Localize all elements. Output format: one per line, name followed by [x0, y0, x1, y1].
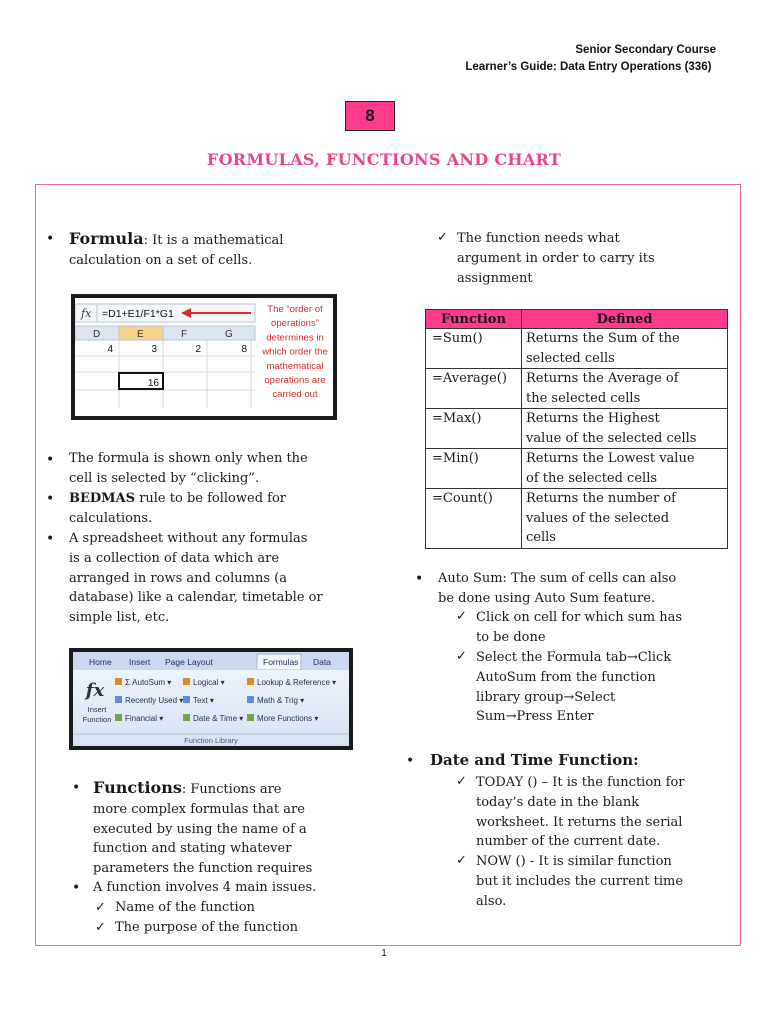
ribbon-item: Financial ▾: [125, 714, 164, 723]
ribbon-item: Date & Time ▾: [193, 714, 244, 723]
annotation-line: operations”: [271, 318, 319, 330]
function-library-screenshot: [69, 648, 353, 750]
annotation-line: carried out: [272, 389, 318, 401]
bullet-icon: •: [46, 231, 55, 247]
datetime-title: Date and Time Function:: [430, 751, 639, 769]
bullet-icon: •: [72, 880, 81, 896]
bullet-icon: •: [46, 491, 55, 507]
ribbon-item: Math & Trig ▾: [257, 696, 305, 705]
svg-text:Function: Function: [82, 715, 112, 724]
check-icon: ✓: [456, 649, 467, 664]
bullet-icon: •: [72, 780, 81, 796]
formula-definition: Formula: It is a mathematical calculation on a set of cells.: [69, 229, 284, 268]
now-function: NOW () - It is similar function but it includes the current time also.: [476, 854, 684, 909]
ribbon-item: Lookup & Reference ▾: [257, 678, 337, 687]
svg-text:fx: fx: [85, 680, 105, 701]
svg-text:2: 2: [195, 344, 201, 355]
table-row: =Sum() Returns the Sum of the selected cells: [426, 329, 728, 369]
table-row: =Max() Returns the Highest value of the selected cells: [426, 409, 728, 449]
bedmas-term: BEDMAS: [69, 491, 136, 506]
check-icon: ✓: [95, 900, 106, 915]
svg-text:Function Library: Function Library: [184, 736, 238, 745]
bullet-bedmas: BEDMAS rule to be followed for calculations.: [69, 491, 286, 526]
table-header-function: Function: [426, 310, 522, 329]
svg-text:16: 16: [147, 378, 159, 389]
ribbon-item-icon: [115, 696, 122, 703]
table-header-defined: Defined: [522, 310, 728, 329]
today-function: TODAY () – It is the function for today’s date in the blank worksheet. It returns the serial number of the current date.: [476, 775, 685, 850]
table-row: =Average() Returns the Average of the selected cells: [426, 369, 728, 409]
ribbon-item-icon: [115, 714, 122, 721]
table-row: =Min() Returns the Lowest value of the selected cells: [426, 449, 728, 489]
formula-bar-screenshot: [71, 294, 337, 420]
functions-definition: Functions: Functions are more complex formulas that are executed by using the name of a function and stating whatever parameters the function requires: [93, 778, 313, 877]
annotation-line: mathematical: [266, 360, 324, 372]
guide-title: Learner’s Guide: Data Entry Operations (336): [465, 61, 712, 73]
ribbon-item-icon: [183, 714, 190, 721]
ribbon-item: Text ▾: [193, 696, 214, 705]
page-header: [465, 42, 716, 76]
bullet-icon: •: [406, 753, 415, 769]
chapter-title: FORMULAS, FUNCTIONS AND CHART: [206, 150, 562, 169]
bullet-formula-shown: The formula is shown only when the cell is selected by “clicking”.: [69, 451, 308, 486]
annotation-line: The “order of: [267, 304, 323, 315]
table-row: =Count() Returns the number of values of the selected cells: [426, 489, 728, 549]
ribbon-item-icon: [247, 714, 254, 721]
argument-note: The function needs what argument in order to carry its assignment: [457, 231, 655, 286]
issue-purpose: The purpose of the function: [115, 920, 299, 935]
check-icon: ✓: [456, 609, 467, 624]
svg-text:E: E: [137, 329, 144, 340]
annotation-line: operations are: [264, 375, 326, 386]
issue-name: Name of the function: [115, 900, 255, 915]
ribbon-tab: Data: [313, 657, 331, 667]
svg-text:4: 4: [107, 344, 113, 355]
annotation-line: determines in: [266, 332, 324, 344]
bullet-icon: •: [46, 452, 55, 468]
function-table: [425, 309, 728, 549]
autosum-step-2: Select the Formula tab→Click AutoSum from the function library group→Select Sum→Press Enter: [476, 650, 672, 725]
ribbon-item: Σ AutoSum ▾: [125, 678, 172, 687]
check-icon: ✓: [95, 920, 106, 935]
ribbon-item-icon: [115, 678, 122, 685]
svg-text:fx: fx: [81, 307, 92, 320]
ribbon-item: Logical ▾: [193, 678, 225, 687]
svg-text:=D1+E1/F1*G1: =D1+E1/F1*G1: [102, 308, 174, 320]
bullet-icon: •: [415, 571, 424, 587]
check-icon: ✓: [437, 230, 448, 245]
functions-term: Functions: [93, 778, 182, 797]
svg-text:8: 8: [241, 344, 247, 355]
svg-text:D: D: [93, 329, 101, 340]
chapter-number: 8: [345, 101, 395, 131]
ribbon-item-icon: [247, 696, 254, 703]
ribbon-tab: Insert: [129, 657, 151, 667]
ribbon-item-icon: [183, 678, 190, 685]
ribbon-item-icon: [247, 678, 254, 685]
bullet-icon: •: [46, 531, 55, 547]
svg-text:F: F: [181, 329, 188, 340]
autosum-description: Auto Sum: The sum of cells can also be done using Auto Sum feature.: [438, 571, 677, 606]
svg-text:3: 3: [151, 344, 157, 355]
svg-text:G: G: [225, 329, 233, 340]
ribbon-item: More Functions ▾: [257, 714, 319, 723]
svg-text:Insert: Insert: [87, 705, 107, 714]
formula-term: Formula: [69, 229, 144, 248]
autosum-step-1: Click on cell for which sum has to be done: [476, 610, 683, 645]
annotation-line: which order the: [262, 346, 328, 358]
ribbon-tab: Page Layout: [165, 657, 213, 667]
page-number: 1: [381, 948, 387, 959]
ribbon-tab: Formulas: [263, 657, 299, 667]
check-icon: ✓: [456, 774, 467, 789]
ribbon-item-icon: [183, 696, 190, 703]
bullet-spreadsheet: A spreadsheet without any formulas is a collection of data which are arranged in rows and columns (a database) like a calendar, timetable or simple list, etc.: [69, 531, 323, 626]
four-issues: A function involves 4 main issues.: [93, 880, 317, 895]
ribbon-item: Recently Used ▾: [125, 696, 184, 705]
course-title: Senior Secondary Course: [575, 44, 716, 56]
check-icon: ✓: [456, 853, 467, 868]
ribbon-tab: Home: [89, 657, 112, 667]
